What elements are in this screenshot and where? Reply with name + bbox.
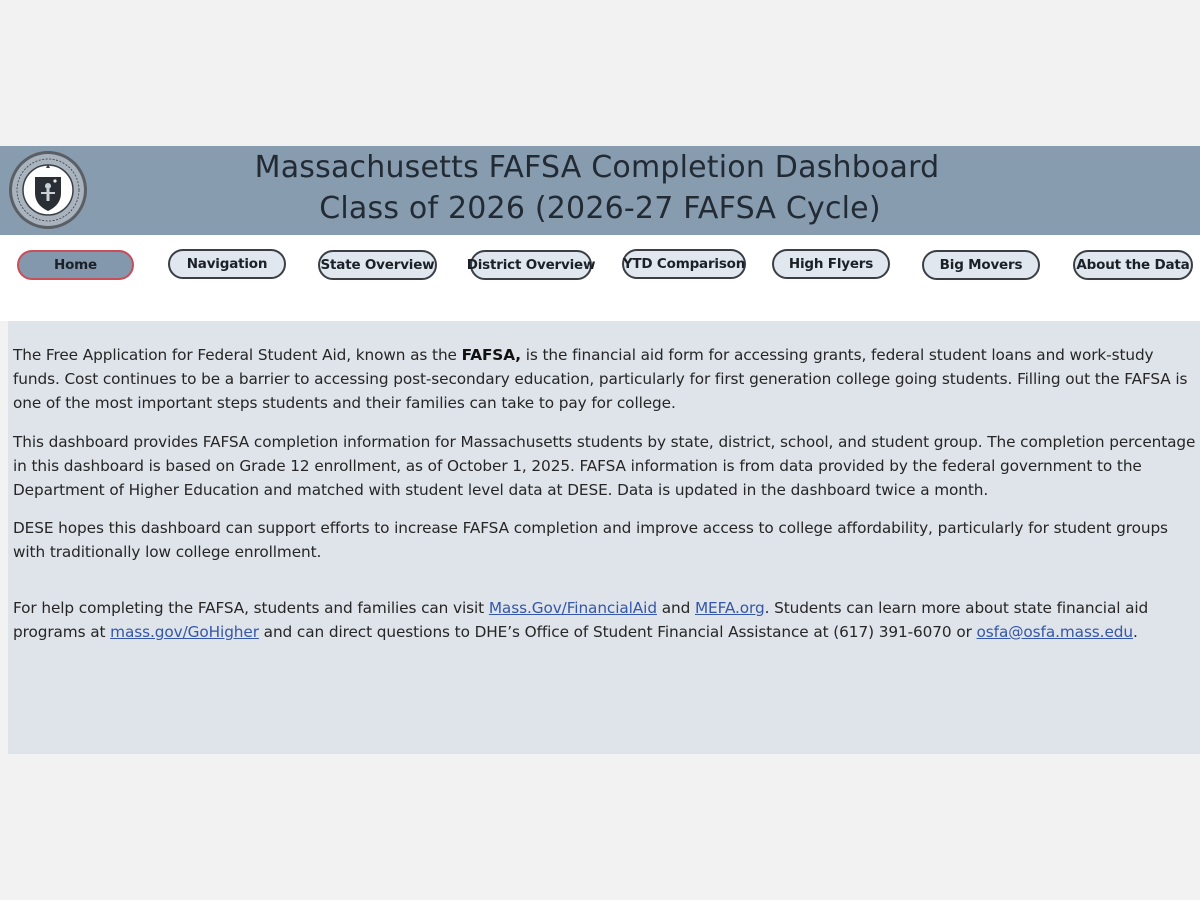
mefa-link[interactable]: MEFA.org (694, 599, 765, 617)
intro-paragraph-fafsa: The Free Application for Federal Student Aid, known as the FAFSA, is the financial aid form for accessing grants, federal student loans and work-study funds. Cost continues to be a barrier to accessing post-secondary education, particularly for first generation college going students. Filling out the FAFSA is one of the most important steps students and their families can take to pay for college. (13, 346, 1188, 412)
nav-about-the-data-button[interactable]: About the Data (1073, 250, 1193, 280)
intro-paragraph-help: For help completing the FAFSA, students and families can visit Mass.Gov/FinancialAid and MEFA.org. Students can learn more about state financial aid programs at mass.gov/GoHigher and can direct questions to DHE’s Office of Student Financial Assistance at (617) 391-6070 or osfa@osfa.mass.edu. (13, 599, 1149, 641)
dashboard-header (0, 146, 1200, 235)
intro-paragraph-dashboard: This dashboard provides FAFSA completion information for Massachusetts students by state, district, school, and student group. The completion percentage in this dashboard is based on Grade 12 enrollment, as of October 1, 2025. FAFSA information is from data provided by the federal government to the Department of Higher Education and matched with student level data at DESE. Data is updated in the dashboard twice a month. (13, 433, 1196, 499)
nav-state-overview-button[interactable]: State Overview (318, 250, 437, 280)
intro-paragraph-dese: DESE hopes this dashboard can support efforts to increase FAFSA completion and improve access to college affordability, particularly for student groups with traditionally low college enrollment. (13, 519, 1168, 561)
dashboard-subtitle: Class of 2026 (2026-27 FAFSA Cycle) (319, 191, 881, 226)
fafsa-bold-term: FAFSA, (461, 346, 521, 364)
nav-high-flyers-button[interactable]: High Flyers (772, 249, 890, 279)
nav-navigation-button[interactable]: Navigation (168, 249, 286, 279)
nav-bar (0, 235, 1200, 321)
mass-gov-gohigher-link[interactable]: mass.gov/GoHigher (110, 623, 259, 641)
intro-content-panel (8, 321, 1200, 754)
mass-gov-financial-aid-link[interactable]: Mass.Gov/FinancialAid (488, 599, 657, 617)
nav-big-movers-button[interactable]: Big Movers (922, 250, 1040, 280)
nav-district-overview-button[interactable]: District Overview (470, 250, 592, 280)
nav-ytd-comparison-button[interactable]: YTD Comparison (622, 249, 746, 279)
dashboard-title: Massachusetts FAFSA Completion Dashboard (254, 150, 940, 185)
nav-home-button[interactable]: Home (17, 250, 134, 280)
osfa-email-link[interactable]: osfa@osfa.mass.edu (976, 623, 1133, 641)
